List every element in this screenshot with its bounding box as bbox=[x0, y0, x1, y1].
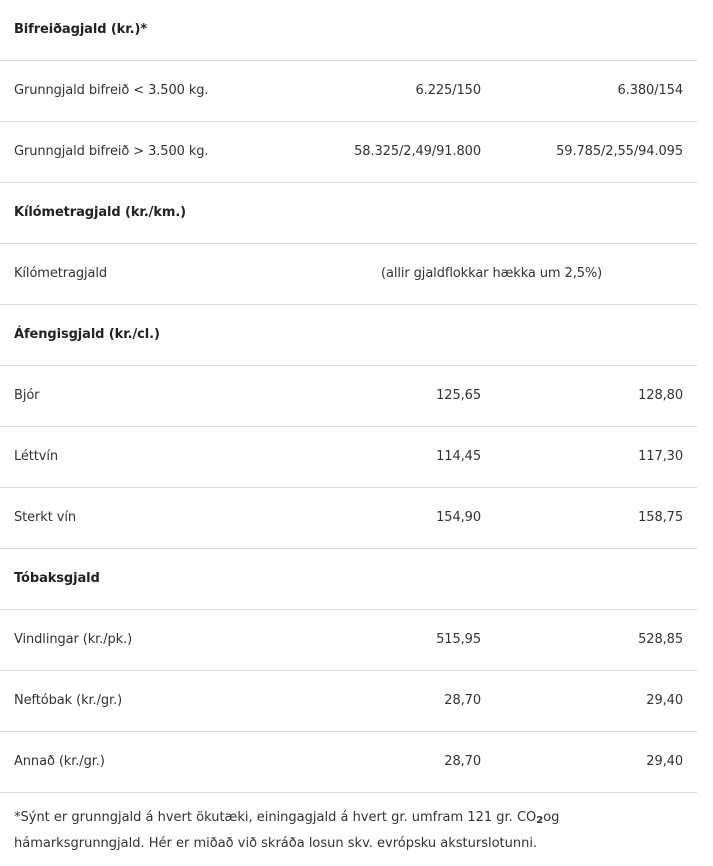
value-cell-second: 158,75 bbox=[638, 510, 683, 525]
table-row bbox=[0, 671, 697, 732]
section-header-row bbox=[0, 549, 697, 610]
value-cell-first: 114,45 bbox=[436, 449, 481, 464]
value-cell-first: 28,70 bbox=[444, 693, 481, 708]
value-cell-first: 6.225/150 bbox=[415, 83, 481, 98]
row-label: Annað (kr./gr.) bbox=[14, 754, 105, 769]
footnote-text-part1: *Sýnt er grunngjald á hvert ökutæki, einingagjald á hvert gr. umfram 121 gr. CO bbox=[14, 810, 537, 825]
table-row bbox=[0, 122, 697, 183]
value-cell-second: 128,80 bbox=[638, 388, 683, 403]
section-header-row bbox=[0, 183, 697, 244]
table-row bbox=[0, 244, 697, 305]
row-label: Léttvín bbox=[14, 449, 59, 464]
value-cell-first: 515,95 bbox=[436, 632, 481, 647]
row-label: Vindlingar (kr./pk.) bbox=[14, 632, 133, 647]
value-cell-second: 117,30 bbox=[638, 449, 683, 464]
value-cell-first: 154,90 bbox=[436, 510, 481, 525]
row-label: Neftóbak (kr./gr.) bbox=[14, 693, 123, 708]
value-cell-second: 528,85 bbox=[638, 632, 683, 647]
value-cell-first: 125,65 bbox=[436, 388, 481, 403]
footnote-text-part2: og bbox=[543, 810, 560, 825]
section-title: Bifreiðagjald (kr.)* bbox=[14, 22, 148, 37]
value-cell-first: 58.325/2,49/91.800 bbox=[354, 144, 481, 159]
footnote-text-line2: hámarksgrunngjald. Hér er miðað við skráða losun skv. evrópsku aksturslotunni. bbox=[14, 836, 538, 851]
table-row bbox=[0, 732, 697, 793]
row-label: Grunngjald bifreið > 3.500 kg. bbox=[14, 144, 209, 159]
section-header-row bbox=[0, 0, 697, 61]
footnote-subscript: 2 bbox=[536, 815, 544, 826]
footnote bbox=[0, 793, 697, 857]
section-header-row bbox=[0, 305, 697, 366]
table-row bbox=[0, 610, 697, 671]
section-title: Áfengisgjald (kr./cl.) bbox=[14, 327, 160, 342]
section-title: Kílómetragjald (kr./km.) bbox=[14, 205, 187, 220]
row-label: Grunngjald bifreið < 3.500 kg. bbox=[14, 83, 209, 98]
value-cell-first: 28,70 bbox=[444, 754, 481, 769]
row-label: Kílómetragjald bbox=[14, 266, 108, 281]
row-note: (allir gjaldflokkar hækka um 2,5%) bbox=[381, 266, 603, 281]
table-row bbox=[0, 366, 697, 427]
value-cell-second: 6.380/154 bbox=[617, 83, 683, 98]
table-row bbox=[0, 488, 697, 549]
section-title: Tóbaksgjald bbox=[14, 571, 100, 586]
row-label: Bjór bbox=[14, 388, 40, 403]
value-cell-second: 29,40 bbox=[646, 693, 683, 708]
value-cell-second: 29,40 bbox=[646, 754, 683, 769]
row-label: Sterkt vín bbox=[14, 510, 76, 525]
table-row bbox=[0, 427, 697, 488]
value-cell-second: 59.785/2,55/94.095 bbox=[556, 144, 683, 159]
table-row bbox=[0, 61, 697, 122]
